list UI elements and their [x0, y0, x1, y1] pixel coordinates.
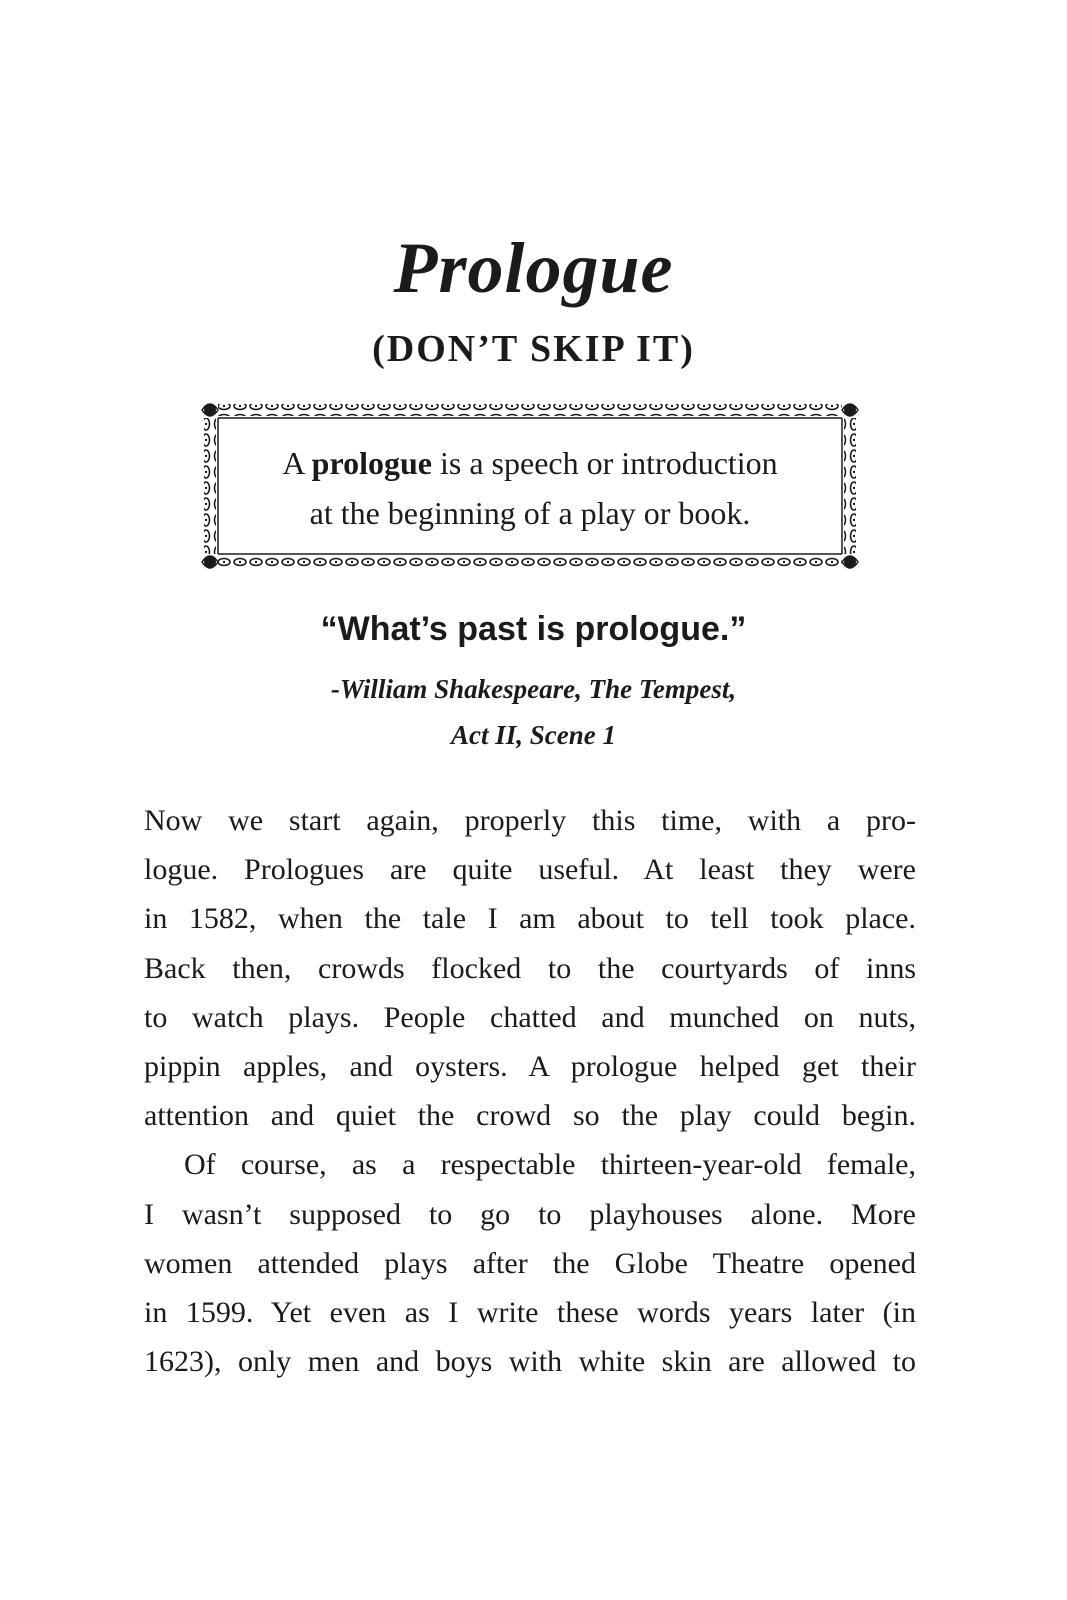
body-line: women attended plays after the Globe Theatre opened — [144, 1246, 916, 1280]
body-line: Back then, crowds flocked to the courtyards of inns — [144, 951, 916, 985]
chapter-title: Prologue — [393, 228, 674, 308]
body-line: I wasn’t supposed to go to playhouses alone. More — [144, 1197, 916, 1231]
definition-line1-start: A — [282, 445, 312, 481]
definition-box — [200, 400, 860, 572]
chapter-subtitle: (DON’T SKIP IT) — [372, 328, 695, 370]
body-line: Of course, as a respectable thirteen-year-old female, — [184, 1148, 916, 1182]
body-line: to watch plays. People chatted and munched on nuts, — [144, 1000, 916, 1034]
body-line: in 1599. Yet even as I write these words years later (in — [144, 1295, 916, 1329]
definition-term: prologue — [311, 445, 432, 481]
attribution-line1: -William Shakespeare, The Tempest, — [330, 674, 737, 704]
body-line: pippin apples, and oysters. A prologue helped get their — [144, 1049, 916, 1083]
body-line: logue. Prologues are quite useful. At least they were — [144, 853, 916, 887]
definition-line1-end: is a speech or introduction — [431, 445, 778, 481]
body-line: Now we start again, properly this time, with a pro- — [144, 804, 916, 837]
attribution-line2: Act II, Scene 1 — [451, 720, 616, 750]
definition-text — [200, 438, 860, 538]
body-line: 1623), only men and boys with white skin are allowed to — [144, 1345, 916, 1379]
epigraph-quote: “What’s past is prologue.” — [320, 610, 747, 648]
body-line: in 1582, when the tale I am about to tell took place. — [144, 902, 916, 936]
definition-line2: at the beginning of a play or book. — [309, 495, 751, 531]
body-line: attention and quiet the crowd so the play could begin. — [144, 1099, 916, 1133]
epigraph-attribution — [0, 666, 1067, 758]
body-paragraphs — [144, 796, 916, 1386]
